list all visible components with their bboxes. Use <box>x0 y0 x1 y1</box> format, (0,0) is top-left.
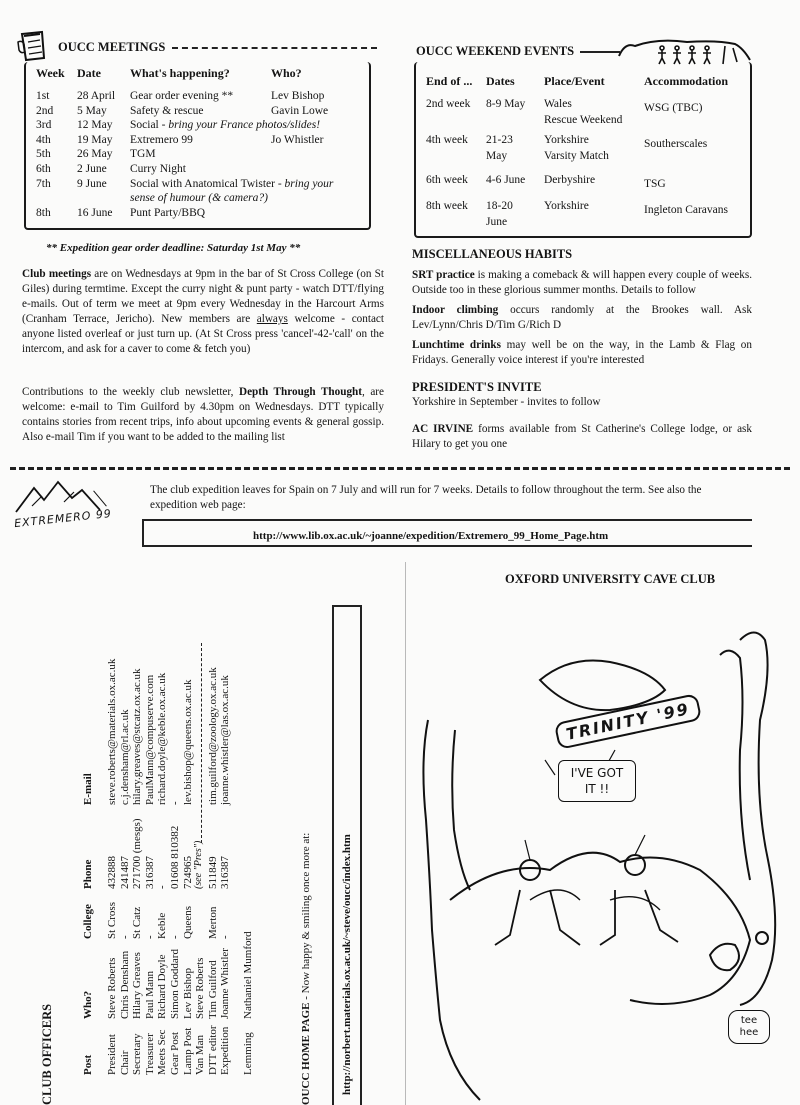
officer-post: Treasurer <box>143 1033 156 1075</box>
officers-header-college: College <box>82 904 94 939</box>
meetings-week: 3rd <box>36 119 52 132</box>
contributions-paragraph <box>22 385 384 445</box>
officer-who: Nathaniel Mumford <box>242 931 254 1019</box>
meetings-header-who: Who? <box>271 66 302 80</box>
meetings-week: 4th <box>36 133 51 146</box>
officer-college: - <box>143 935 156 939</box>
srt-text: is making a comeback & will happen every couple of weeks. Outside too in these glorious summer months. Details to follow <box>412 269 752 296</box>
club-meetings-text-1: are on Wednesdays at 9pm in the bar of St Cross College (on St Giles) during termtime. Except the curry night & punt party - watch DTT/flying e-mails. Out of term we meet at 9pm every Wednesday in the Harcourt Arms (Cranham Terrace, Jericho). New members are <box>22 268 384 325</box>
officer-email[interactable]: richard.doyle@keble.ox.ac.uk <box>156 672 169 805</box>
srt-lead: SRT practice <box>412 269 475 281</box>
meetings-week: 6th <box>36 163 51 175</box>
officer-phone: - <box>156 885 169 889</box>
expedition-section <box>0 472 800 557</box>
meetings-date: 9 June <box>77 177 107 190</box>
weekend-table <box>414 62 752 238</box>
officer-post: Van Man <box>194 1034 207 1075</box>
officers-title: CLUB OFFICERS <box>40 1003 54 1105</box>
meetings-who: Lev Bishop <box>271 90 325 102</box>
weekend-section <box>412 30 757 240</box>
cover-title: OXFORD UNIVERSITY CAVE CLUB <box>505 572 716 586</box>
officer-who: Richard Doyle <box>156 954 169 1019</box>
officer-phone: 271700 (mesgs) <box>131 818 144 889</box>
president-text: Yorkshire in September - invites to follow <box>412 396 601 408</box>
meetings-what: Curry Night <box>130 163 186 175</box>
officer-phone: 316387 <box>219 856 232 889</box>
officer-email[interactable]: PaulMann@compuserve.com <box>143 674 156 805</box>
meetings-date: 26 May <box>77 148 113 161</box>
weekend-dates: 4-6 June <box>486 174 526 186</box>
officer-who: Hilary Greaves <box>131 952 144 1019</box>
meetings-date: 19 May <box>77 133 113 146</box>
officer-post: Chair <box>118 1050 131 1075</box>
meetings-what: Gear order evening ** <box>130 90 234 102</box>
officer-phone: 241487 <box>118 856 131 889</box>
officers-header-phone: Phone <box>82 859 94 889</box>
meetings-date: 16 June <box>77 206 113 219</box>
meetings-what: Extremero 99 <box>130 133 193 146</box>
officer-post: Expedition <box>219 1026 232 1075</box>
mug-icon <box>16 30 56 64</box>
officer-phone: 01608 810382 <box>169 825 181 889</box>
president-title: PRESIDENT'S INVITE <box>412 380 542 394</box>
officer-phone: 316387 <box>143 856 156 889</box>
officer-college: - <box>169 935 181 939</box>
officer-phone: 432888 <box>106 856 118 889</box>
meetings-who: Jo Whistler <box>271 133 324 146</box>
gear-deadline-note: ** Expedition gear order deadline: Saturday 1st May ** <box>46 242 301 254</box>
weekend-accommodation: Ingleton Caravans <box>644 204 728 216</box>
club-meetings-text-2: welcome - contact anyone listed overleaf or just turn up. (At St Cross press 'cancel'-42-'call' on the intercom, and ask for a caver to come & fetch you) <box>22 313 384 355</box>
club-meetings-paragraph <box>22 267 384 357</box>
meetings-what: Social with Anatomical Twister - bring your <box>130 177 334 190</box>
meetings-section <box>10 30 385 254</box>
meetings-week: 2nd <box>36 104 54 117</box>
section-divider <box>10 467 790 470</box>
officer-post: DTT editor <box>206 1025 219 1075</box>
weekend-place: Yorkshire <box>544 200 589 212</box>
officer-who: Simon Goddard <box>169 949 181 1019</box>
officer-who: Steve Roberts <box>194 957 207 1019</box>
home-page-url[interactable]: http://norbert.materials.ox.ac.uk/~steve/oucc/index.htm <box>341 834 353 1095</box>
weekend-accommodation: WSG (TBC) <box>644 102 703 114</box>
srt-paragraph <box>412 268 752 298</box>
officer-who: Joanne Whistler <box>219 948 232 1019</box>
fold-line <box>405 562 406 1105</box>
officers-rotated <box>0 560 400 1105</box>
weekend-title-rule <box>580 51 620 53</box>
climbing-lead: Indoor climbing <box>412 304 499 316</box>
irvine-paragraph <box>412 422 752 452</box>
officer-who: Tim Guilford <box>206 960 219 1019</box>
weekend-dates: 18-20 June <box>486 200 513 228</box>
weekend-header-place: Place/Event <box>544 74 605 88</box>
weekend-end: 4th week <box>426 134 468 146</box>
misc-title: MISCELLANEOUS HABITS <box>412 247 573 261</box>
meetings-header-what: What's happening? <box>130 66 230 80</box>
officer-college: Merton <box>206 906 219 939</box>
vanman-note: (see "Pres") <box>193 840 205 889</box>
officer-who: Steve Roberts <box>106 957 118 1019</box>
officer-email[interactable]: joanne.whistler@las.ox.ac.uk <box>219 675 232 805</box>
weekend-end: 2nd week <box>426 98 471 110</box>
officer-post: Lamp Post <box>181 1027 194 1075</box>
meetings-week: 5th <box>36 148 51 161</box>
officer-email[interactable]: c.j.densham@rl.ac.uk <box>118 709 131 805</box>
expedition-text: The club expedition leaves for Spain on 7 July and will run for 7 weeks. Details to follow throughout the term. See also the expedition web page: <box>150 484 702 511</box>
weekend-accommodation: Southerscales <box>644 138 708 150</box>
officer-college: - <box>118 935 131 939</box>
officer-post: Lemming <box>242 1032 254 1075</box>
meetings-date: 5 May <box>77 104 107 117</box>
cover-banner: TRINITY '99 <box>554 693 702 750</box>
meetings-what: Punt Party/BBQ <box>130 206 206 219</box>
officer-email[interactable]: lev.bishop@queens.ox.ac.uk <box>181 679 194 805</box>
meetings-table <box>24 62 371 230</box>
meetings-week: 8th <box>36 206 51 219</box>
meetings-what: Social - bring your France photos/slides! <box>130 119 321 132</box>
meetings-date: 12 May <box>77 119 113 132</box>
officer-email: - <box>169 801 181 805</box>
lunchtime-text: may well be on the way, in the Lamb & Flag on Fridays. Generally voice interest if you're interested <box>412 339 752 366</box>
meetings-date: 2 June <box>77 163 107 175</box>
meetings-who: Gavin Lowe <box>271 104 329 117</box>
lunchtime-paragraph <box>412 338 752 368</box>
officer-email[interactable]: steve.roberts@materials.ox.ac.uk <box>106 658 118 805</box>
officers-panel <box>0 560 400 1105</box>
officer-college: Queens <box>181 906 194 939</box>
cover-panel <box>410 560 800 1105</box>
officer-post: President <box>106 1034 118 1075</box>
weekend-place: Yorkshire Varsity Match <box>544 134 609 162</box>
home-page-line <box>300 833 312 1105</box>
officer-post: Meets Sec <box>156 1029 169 1075</box>
contributions-text-2: , are welcome: e-mail to Tim Guilford by 4.30pm on Wednesdays. DTT typically contains stories from recent trips, info about upcoming events & general gossip. Also e-mail Tim if you want to be added to the mailing list <box>22 386 384 443</box>
officer-who: Chris Densham <box>118 950 131 1019</box>
meetings-header-week: Week <box>36 66 65 80</box>
weekend-end: 6th week <box>426 174 468 186</box>
weekend-end: 8th week <box>426 200 468 212</box>
officer-post: Gear Post <box>169 1031 181 1075</box>
extremero-logo-text: EXTREMERO 99 <box>13 506 113 531</box>
officers-header-post: Post <box>82 1054 94 1075</box>
officer-college: Keble <box>156 912 169 939</box>
meetings-what: sense of humour (& camera?) <box>130 192 268 205</box>
misc-section <box>412 247 752 452</box>
officers-header-who: Who? <box>82 990 94 1019</box>
weekend-dates: 8-9 May <box>486 98 526 110</box>
contributions-dtt: Depth Through Thought <box>239 386 362 398</box>
officer-phone: 511849 <box>206 856 219 889</box>
club-meetings-always: always <box>256 313 288 325</box>
weekend-accommodation: TSG <box>644 178 666 190</box>
weekend-dates: 21-23 May <box>486 134 513 162</box>
contributions-text-1: Contributions to the weekly club newsletter, <box>22 386 239 398</box>
officer-email[interactable]: hilary.greaves@stcatz.ox.ac.uk <box>131 668 144 805</box>
meetings-what: TGM <box>130 148 156 161</box>
weekend-header-dates: Dates <box>486 74 515 88</box>
meetings-date: 28 April <box>77 90 116 102</box>
speech-bubble: I'VE GOT IT !! <box>558 760 636 802</box>
meetings-title-rule <box>172 47 377 49</box>
officer-college: St Cross <box>106 902 118 939</box>
irvine-lead: AC IRVINE <box>412 423 474 435</box>
meetings-week: 7th <box>36 177 51 190</box>
weekend-place: Derbyshire <box>544 174 596 186</box>
expedition-url[interactable]: http://www.lib.ox.ac.uk/~joanne/expedition/Extremero_99_Home_Page.htm <box>253 530 609 542</box>
climbing-text: occurs randomly at the Brookes wall. Ask Lev/Lynn/Chris D/Tim G/Rich D <box>412 304 752 331</box>
tee-hee-bubble: tee hee <box>728 1010 770 1044</box>
officer-who: Paul Mann <box>143 971 156 1019</box>
home-page-text: - Now happy & smiling once more at: <box>300 832 312 1003</box>
home-page-label: OUCC HOME PAGE <box>300 1002 312 1105</box>
officers-header-email: E-mail <box>82 773 94 805</box>
meetings-what: Safety & rescue <box>130 104 204 117</box>
meetings-title: OUCC MEETINGS <box>58 40 166 54</box>
weekend-place: Wales Rescue Weekend <box>544 98 623 126</box>
club-meetings-lead: Club meetings <box>22 268 92 280</box>
irvine-text: forms available from St Catherine's College lodge, or ask Hilary to get you one <box>412 423 752 450</box>
weekend-title: OUCC WEEKEND EVENTS <box>416 44 575 58</box>
officer-phone: 724965 <box>181 856 194 889</box>
officer-college: St Catz <box>131 906 144 939</box>
officer-college: - <box>219 935 232 939</box>
weekend-header-accommodation: Accommodation <box>644 74 728 88</box>
lunchtime-lead: Lunchtime drinks <box>412 339 501 351</box>
climbing-paragraph <box>412 303 752 333</box>
meetings-week: 1st <box>36 90 50 102</box>
officer-who: Lev Bishop <box>181 967 194 1019</box>
vanman-dashes <box>201 643 202 843</box>
officer-post: Secretary <box>131 1033 144 1075</box>
weekend-header-end: End of ... <box>426 74 473 88</box>
meetings-header-date: Date <box>77 66 101 80</box>
officer-email[interactable]: tim.guilford@zoology.ox.ac.uk <box>206 667 219 805</box>
